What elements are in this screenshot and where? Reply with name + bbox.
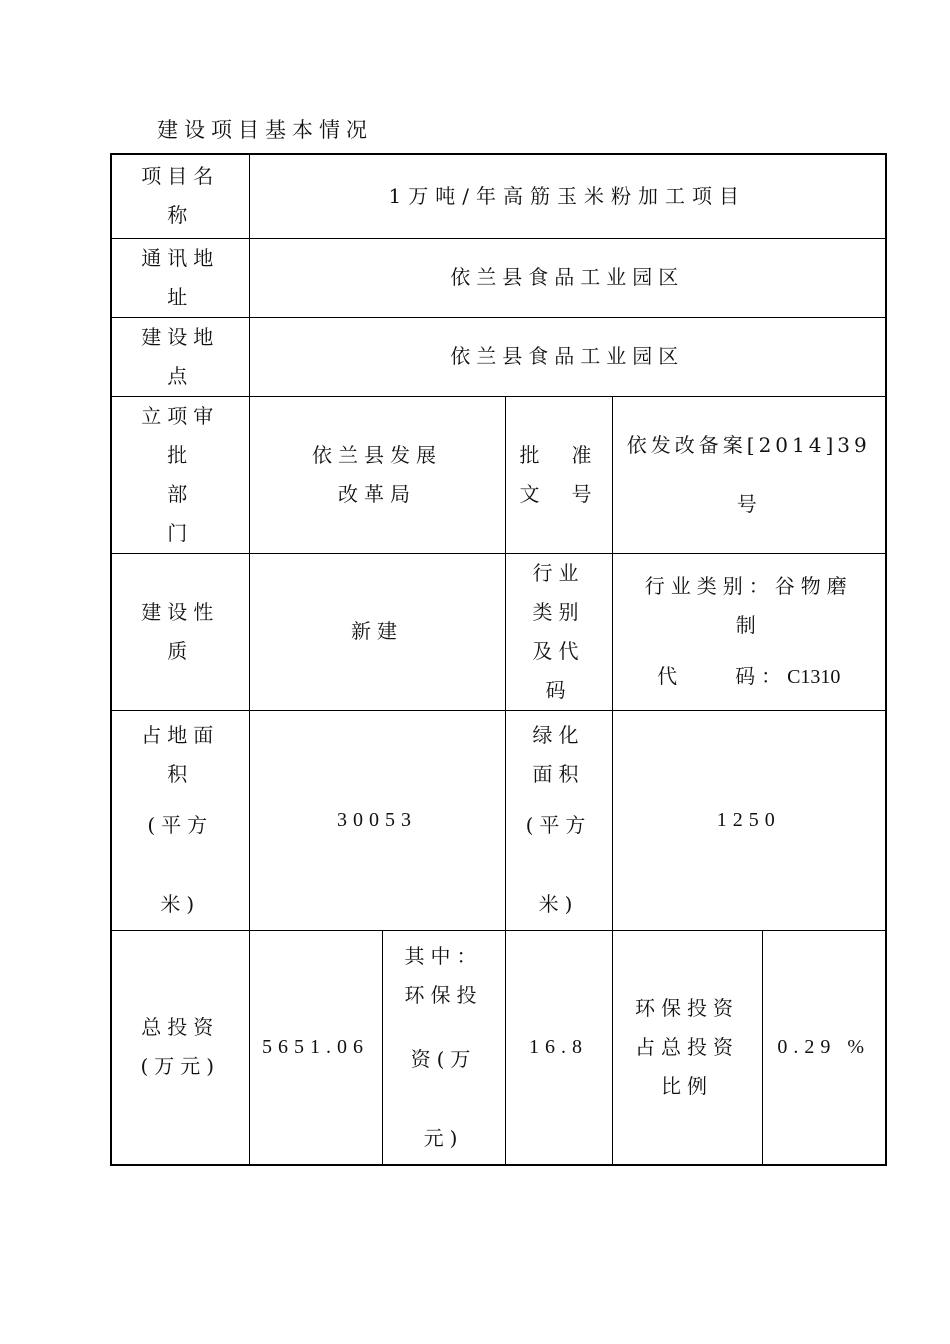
label-project-name: 项目名 称 bbox=[111, 154, 249, 238]
row-area bbox=[111, 710, 886, 930]
label-site: 建设地 点 bbox=[111, 317, 249, 396]
value-site: 依兰县食品工业园区 bbox=[249, 317, 886, 396]
value-env-ratio: 0.29 % bbox=[762, 930, 886, 1165]
label-approval-doc: 批 准 文 号 bbox=[505, 396, 612, 553]
label-address: 通讯地 址 bbox=[111, 238, 249, 317]
label-total-investment: 总投资 (万元) bbox=[111, 930, 249, 1165]
row-approval bbox=[111, 396, 886, 553]
value-nature: 新建 bbox=[249, 553, 505, 710]
row-investment bbox=[111, 930, 886, 1165]
value-land-area: 30053 bbox=[249, 710, 505, 930]
value-total-investment: 5651.06 bbox=[249, 930, 382, 1165]
value-project-name: 1万吨/年高筋玉米粉加工项目 bbox=[249, 154, 886, 238]
value-approval-dept: 依兰县发展 改革局 bbox=[249, 396, 505, 553]
label-env-investment: 其中： 环保投 资(万 元) bbox=[382, 930, 505, 1165]
code-label: 代 码： bbox=[657, 663, 788, 688]
label-land-area: 占地面 积 (平方 米) bbox=[111, 710, 249, 930]
project-info-table bbox=[110, 153, 887, 1166]
label-industry: 行业 类别 及代 码 bbox=[505, 553, 612, 710]
value-env-investment: 16.8 bbox=[505, 930, 612, 1165]
row-project-name bbox=[111, 154, 886, 238]
value-approval-doc: 依发改备案[2014]39 号 bbox=[612, 396, 886, 553]
row-nature bbox=[111, 553, 886, 710]
value-green-area: 1250 bbox=[612, 710, 886, 930]
label-approval-dept: 立项审 批 部 门 bbox=[111, 396, 249, 553]
page-heading: 建设项目基本情况 bbox=[157, 118, 373, 142]
row-address bbox=[111, 238, 886, 317]
label-green-area: 绿化 面积 (平方 米) bbox=[505, 710, 612, 930]
label-env-ratio: 环保投资 占总投资 比例 bbox=[612, 930, 762, 1165]
label-nature: 建设性 质 bbox=[111, 553, 249, 710]
code-value: C1310 bbox=[787, 665, 841, 688]
value-address: 依兰县食品工业园区 bbox=[249, 238, 886, 317]
row-site bbox=[111, 317, 886, 396]
value-industry: 行业类别：谷物磨 制 代 码：C1310 bbox=[612, 553, 886, 710]
